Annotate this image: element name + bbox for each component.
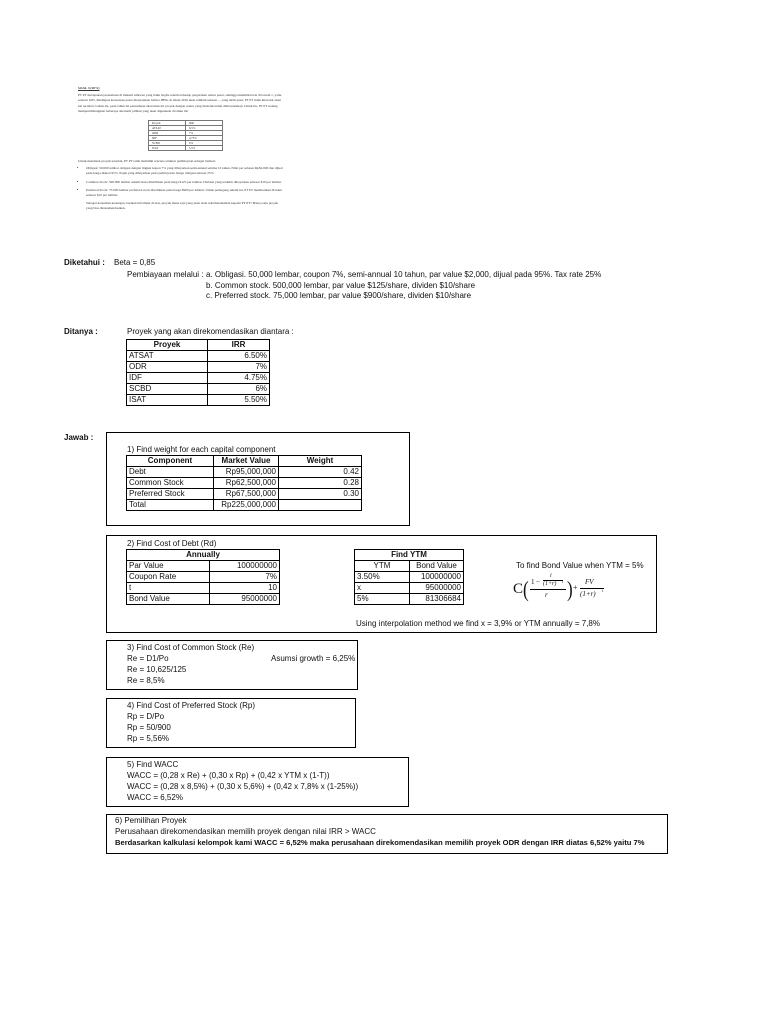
step5-line: WACC = 6,52% <box>127 793 183 802</box>
table-cell: 0.42 <box>279 467 362 478</box>
table-row <box>127 550 280 561</box>
table-cell: Bond Value <box>127 594 210 605</box>
table-row <box>355 572 464 583</box>
list-item: a. Obligasi. 50,000 lembar, coupon 7%, semi-annual 10 tahun, par value $2,000, dijual pada 95%. Tax rate 25% <box>206 270 602 279</box>
table-cell: 6.50% <box>208 351 270 362</box>
table-row <box>127 572 280 583</box>
snippet-heading: SOAL 3 (20%) <box>78 86 100 90</box>
step5-title: 5) Find WACC <box>127 760 179 769</box>
table-cell: 7% <box>210 572 280 583</box>
step5-line: WACC = (0,28 x 8,5%) + (0,30 x 5,6%) + (0,42 x 7,8% x (1-25%)) <box>127 782 359 791</box>
pembiayaan-label: Pembiayaan melalui : <box>127 270 204 279</box>
snippet-cell: ATSAT <box>149 126 186 131</box>
table-row <box>127 395 270 406</box>
beta-text: Beta = 0,85 <box>114 258 156 267</box>
table-row <box>355 561 464 572</box>
snippet-cell: 5,5% <box>186 146 223 151</box>
snippet-cell: 6% <box>186 141 223 146</box>
list-item: • Common Stock: 500.000 lembar saham biasa diterbitkan pada harga $125 per lembar. Dividen yang terakhir dibayarkan sebesar $10 per lembar. <box>86 180 284 185</box>
table-row <box>127 384 270 395</box>
table-cell: 4.75% <box>208 373 270 384</box>
jawab-label: Jawab : <box>64 433 94 442</box>
list-item: • Preferred Stock: 75.000 lembar preferred stock diterbitkan pada harga $900 per lembar. Untuk pemegang saham ini, PT PT memberikan dividen sebesar $10 per lembar. <box>86 188 284 198</box>
table-row <box>127 467 362 478</box>
snippet-header-cell: Proyek <box>149 121 186 126</box>
step3-line: Re = D1/Po <box>127 654 169 663</box>
step3-line: Re = 10,625/125 <box>127 665 187 674</box>
project-irr-table <box>126 339 270 406</box>
table-cell: Rp62,500,000 <box>214 478 279 489</box>
table-cell: Common Stock <box>127 478 214 489</box>
table-cell: 0.30 <box>279 489 362 500</box>
table-row <box>127 594 280 605</box>
column-header: Weight <box>279 456 362 467</box>
snippet-table <box>148 120 223 151</box>
table-row <box>127 500 362 511</box>
list-item: • Obligasi: 50.000 lembar obligasi dengan tingkat kupon 7% yang dibayarkan semi-annual selama 10 tahun. Nilai par sebesar Rp$2.000 dan dijual pada harga diskon 95%. Pajak yang dibayarkan pada pembayaran bunga obligasi sebesar 25%. <box>86 166 284 176</box>
formula-exponent: t <box>602 588 604 593</box>
step6-title: 6) Pemilihan Proyek <box>115 816 187 825</box>
table-cell: Rp95,000,000 <box>214 467 279 478</box>
table-cell: SCBD <box>127 384 208 395</box>
table-cell: Bond Value <box>410 561 464 572</box>
snippet-header-cell: IRR <box>186 121 223 126</box>
step4-box <box>106 698 356 748</box>
table-row <box>127 351 270 362</box>
column-header: Market Value <box>214 456 279 467</box>
table-cell: 5.50% <box>208 395 270 406</box>
table-row <box>127 489 362 500</box>
snippet-cell: 6,5% <box>186 126 223 131</box>
table-cell: Total <box>127 500 214 511</box>
table-row <box>127 373 270 384</box>
formula-note: To find Bond Value when YTM = 5% <box>516 561 644 570</box>
list-item: c. Preferred stock. 75,000 lembar, par value $900/share, dividen $10/share <box>206 291 472 300</box>
snippet-cell: 4,75% <box>186 136 223 141</box>
list-item: b. Common stock. 500,000 lembar, par value $125/share, dividen $10/share <box>206 280 476 290</box>
column-header: Find YTM <box>355 550 464 561</box>
formula-plus: + <box>573 583 578 592</box>
table-cell: 81306684 <box>410 594 464 605</box>
formula-close-paren: ) <box>567 577 573 602</box>
step1-title: 1) Find weight for each capital component <box>127 445 276 454</box>
annually-table <box>126 549 280 605</box>
snippet-bullet-list <box>78 166 284 211</box>
snippet-cell: ISAT <box>149 146 186 151</box>
weight-table <box>126 455 362 511</box>
step5-line: WACC = (0,28 x Re) + (0,30 x Rp) + (0,42 x YTM x (1-T)) <box>127 771 330 780</box>
step3-box <box>106 640 358 690</box>
table-cell: ISAT <box>127 395 208 406</box>
step4-line: Rp = 5,56% <box>127 734 170 743</box>
list-item: Sebagai konsultan keuangan, berikan informasi di atas, proyek mana saja yang akan anda rekomendasikan kepada PT PT? Hanya satu proyek yang bisa direkomendasikan. <box>86 201 279 211</box>
snippet-cell: 7% <box>186 131 223 136</box>
table-cell: 95000000 <box>410 583 464 594</box>
table-row <box>127 340 270 351</box>
ditanya-label: Ditanya : <box>64 327 98 336</box>
table-cell: 7% <box>208 362 270 373</box>
formula-fraction-line <box>580 588 604 589</box>
table-row <box>127 561 280 572</box>
column-header: Annually <box>127 550 280 561</box>
ditanya-text: Proyek yang akan direkomendasikan diantara : <box>127 327 294 336</box>
table-row <box>355 594 464 605</box>
formula-base: (1+r) <box>580 590 596 598</box>
table-cell: Rp225,000,000 <box>214 500 279 511</box>
snippet-cell: ODR <box>149 131 186 136</box>
table-row <box>355 583 464 594</box>
table-row <box>127 456 362 467</box>
column-header: Proyek <box>127 340 208 351</box>
step4-line: Rp = D/Po <box>127 712 165 721</box>
pasted-question-snippet <box>78 86 284 215</box>
formula-minus: − <box>536 578 540 586</box>
table-cell: 10 <box>210 583 280 594</box>
table-cell: 5% <box>355 594 410 605</box>
step4-line: Rp = 50/900 <box>127 723 171 732</box>
step3-title: 3) Find Cost of Common Stock (Re) <box>127 643 255 652</box>
step5-box <box>106 757 409 807</box>
pembiayaan-list <box>206 270 601 302</box>
step6-conclusion: Berdasarkan kalkulasi kelompok kami WACC = 6,52% maka perusahaan direkomendasikan memilih proyek ODR dengan IRR diatas 6,52% yaitu 7% <box>115 838 645 847</box>
snippet-cell: IDF <box>149 136 186 141</box>
formula-r: r <box>545 591 548 599</box>
table-row <box>127 362 270 373</box>
formula-fraction-line <box>530 589 566 590</box>
table-cell <box>279 500 362 511</box>
bond-value-formula <box>513 572 604 610</box>
diketahui-label: Diketahui : <box>64 258 105 267</box>
table-cell: IDF <box>127 373 208 384</box>
table-cell: Rp67,500,000 <box>214 489 279 500</box>
table-cell: ATSAT <box>127 351 208 362</box>
snippet-cell: SCBD <box>149 141 186 146</box>
table-row <box>355 550 464 561</box>
table-cell: 100000000 <box>210 561 280 572</box>
column-header: Component <box>127 456 214 467</box>
formula-exponent: t <box>562 579 564 584</box>
table-cell: Par Value <box>127 561 210 572</box>
table-cell: 0.28 <box>279 478 362 489</box>
formula-c: C <box>513 581 524 597</box>
table-cell: 6% <box>208 384 270 395</box>
table-cell: ODR <box>127 362 208 373</box>
step6-box <box>106 814 668 854</box>
interpolation-result: Using interpolation method we find x = 3,9% or YTM annually = 7,8% <box>356 619 600 628</box>
table-row <box>149 146 223 151</box>
table-cell: x <box>355 583 410 594</box>
step4-title: 4) Find Cost of Preferred Stock (Rp) <box>127 701 256 710</box>
snippet-paragraph: PT PT merupakan perusahaan di industri kilawan yang tidak begitu rentah terhadap pergerakan return pasar, sehingga memiliki beta di bawah 1, yaitu sebesar 0,85. Mediupus konsensus pasar menyatakan bahwa IHSG di tahun 2016 akan tumbuh sebesar ... yang lebih pasti, PT PT tidak khawatir akan hal tersebut. Untuk itu, pada tahun ini perusahaan akan mencari proyek dengan return yang menarik untuk diinvestasikan. Untuk itu, PT PT sedang mempertimbangkan beberapa alternatif pilihan yang akan digunakan di tahun ini: <box>78 93 282 113</box>
table-cell: Debt <box>127 467 214 478</box>
step1-box <box>106 432 410 526</box>
table-cell: Preferred Stock <box>127 489 214 500</box>
ytm-table <box>354 549 464 605</box>
table-cell: 100000000 <box>410 572 464 583</box>
formula-base: (1+r) <box>543 581 557 587</box>
step2-title: 2) Find Cost of Debt (Rd) <box>127 539 217 548</box>
table-cell: 95000000 <box>210 594 280 605</box>
formula-fv: FV <box>585 578 594 586</box>
table-cell: t <box>127 583 210 594</box>
snippet-paragraph: Untuk mendanai proyek tersebut, PT PT telah memiliki rencana struktur pembiayaan sebagai berikut: <box>78 159 216 164</box>
step6-line: Perusahaan direkomendasikan memilih proyek dengan nilai IRR > WACC <box>115 827 376 836</box>
step2-box <box>106 535 657 633</box>
table-cell: 3.50% <box>355 572 410 583</box>
column-header: IRR <box>208 340 270 351</box>
table-cell: YTM <box>355 561 410 572</box>
table-cell: Coupon Rate <box>127 572 210 583</box>
table-row <box>127 478 362 489</box>
formula-i: i <box>550 573 552 579</box>
step3-line: Re = 8,5% <box>127 676 165 685</box>
formula-one: 1 <box>531 578 535 586</box>
formula-open-paren: ( <box>523 577 529 602</box>
growth-assumption: Asumsi growth = 6,25% <box>271 654 356 663</box>
table-row <box>127 583 280 594</box>
